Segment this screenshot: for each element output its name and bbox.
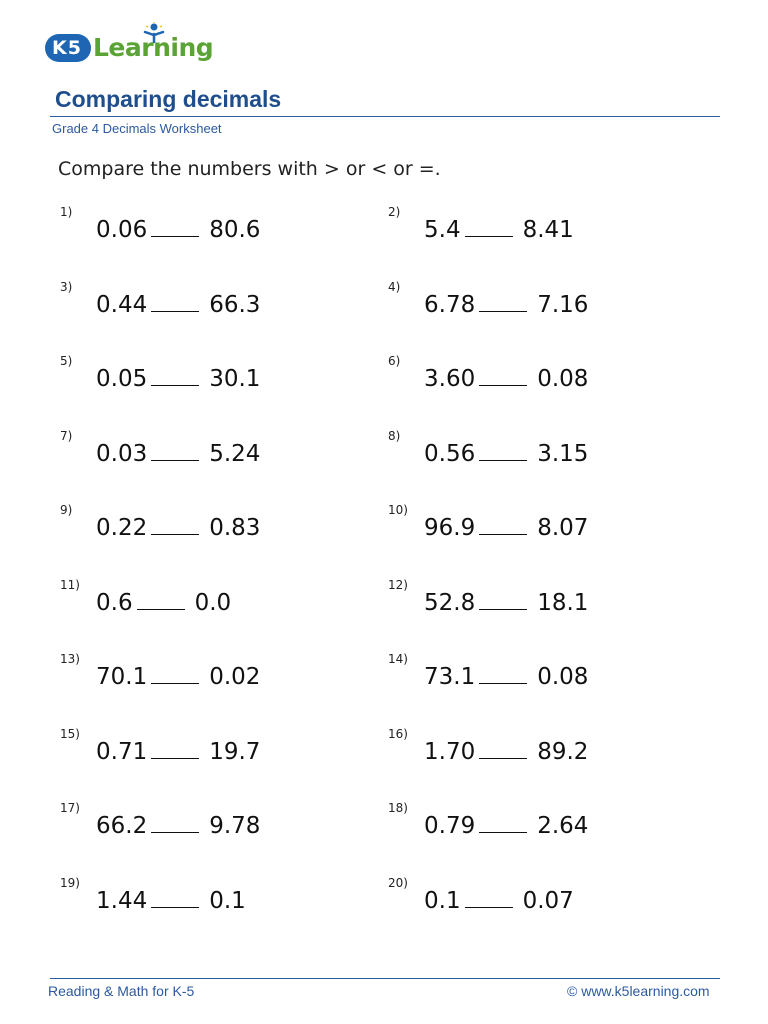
answer-blank[interactable] [479, 734, 527, 759]
right-number: 80.6 [209, 217, 261, 243]
answer-blank[interactable] [151, 361, 199, 386]
left-number: 0.56 [424, 440, 476, 467]
left-number: 3.60 [424, 366, 476, 392]
problem-number: 17) [60, 801, 80, 815]
left-number: 0.44 [96, 291, 148, 318]
left-number: 5.4 [424, 217, 461, 243]
problem-expression [96, 585, 231, 616]
left-number: 0.6 [96, 589, 133, 616]
right-number: 0.07 [522, 887, 574, 914]
right-number: 0.1 [209, 887, 246, 914]
answer-blank[interactable] [151, 883, 199, 908]
answer-blank[interactable] [151, 659, 199, 684]
problem-number: 19) [60, 875, 80, 890]
left-number: 52.8 [424, 589, 476, 616]
problem-expression [424, 436, 588, 467]
answer-blank[interactable] [137, 585, 185, 610]
problem-expression [96, 734, 260, 765]
problem-expression [424, 808, 588, 839]
left-number: 0.06 [96, 217, 148, 243]
problem-expression [424, 585, 588, 616]
answer-blank[interactable] [479, 510, 527, 535]
right-number: 0.08 [537, 366, 589, 392]
page-subtitle: Grade 4 Decimals Worksheet [52, 121, 222, 136]
problem-number: 13) [60, 652, 80, 666]
right-number: 0.83 [209, 515, 261, 541]
problem-number: 3) [60, 279, 73, 294]
page-title: Comparing decimals [55, 86, 282, 112]
right-number: 2.64 [537, 813, 589, 839]
problem-expression [424, 883, 574, 914]
problem-number: 5) [60, 354, 73, 368]
problem-number: 8) [388, 428, 401, 443]
person-figure-icon [143, 22, 165, 44]
problem-expression [424, 361, 588, 392]
left-number: 0.05 [96, 366, 148, 392]
problem-expression [424, 287, 588, 318]
logo-text: Learning [93, 33, 214, 62]
left-number: 96.9 [424, 515, 476, 541]
right-number: 8.41 [522, 217, 574, 243]
answer-blank[interactable] [479, 361, 527, 386]
answer-blank[interactable] [465, 883, 513, 908]
right-number: 7.16 [537, 291, 589, 318]
footer-tagline: Reading & Math for K-5 [48, 983, 195, 999]
footer-website: © www.k5learning.com [567, 983, 710, 999]
answer-blank[interactable] [479, 287, 527, 312]
answer-blank[interactable] [479, 585, 527, 610]
problem-number: 12) [388, 577, 408, 592]
problem-expression [96, 287, 260, 318]
right-number: 5.24 [209, 440, 261, 467]
right-number: 66.3 [209, 291, 261, 318]
problem-expression [96, 436, 260, 467]
instructions: Compare the numbers with > or < or =. [58, 158, 441, 180]
problem-number: 20) [388, 875, 408, 890]
logo-badge-text: K5 [52, 37, 82, 59]
logo-badge [45, 34, 91, 62]
problem-number: 6) [388, 354, 401, 368]
problem-expression [96, 361, 260, 392]
problem-number: 14) [388, 652, 408, 666]
left-number: 0.03 [96, 440, 148, 467]
problem-expression [96, 883, 246, 914]
left-number: 73.1 [424, 664, 476, 690]
answer-blank[interactable] [151, 436, 199, 461]
left-number: 0.79 [424, 813, 476, 839]
footer-divider [50, 978, 720, 979]
problem-number: 15) [60, 726, 80, 741]
answer-blank[interactable] [479, 659, 527, 684]
right-number: 19.7 [209, 738, 261, 765]
left-number: 1.70 [424, 738, 476, 765]
right-number: 0.02 [209, 664, 261, 690]
left-number: 0.1 [424, 887, 461, 914]
right-number: 3.15 [537, 440, 589, 467]
left-number: 70.1 [96, 664, 148, 690]
problem-expression [424, 659, 588, 690]
problem-number: 9) [60, 503, 73, 517]
answer-blank[interactable] [151, 287, 199, 312]
problem-expression [424, 734, 588, 765]
answer-blank[interactable] [479, 436, 527, 461]
left-number: 6.78 [424, 291, 476, 318]
k5-learning-logo [45, 22, 214, 66]
right-number: 0.0 [194, 589, 232, 616]
problem-expression [424, 510, 588, 541]
problem-expression [96, 510, 260, 541]
header-divider [50, 116, 720, 117]
left-number: 0.22 [96, 515, 148, 541]
problem-expression [424, 212, 574, 243]
right-number: 0.08 [537, 664, 589, 690]
answer-blank[interactable] [479, 808, 527, 833]
right-number: 8.07 [537, 515, 589, 541]
right-number: 30.1 [209, 366, 261, 392]
left-number: 0.71 [96, 738, 148, 765]
right-number: 9.78 [209, 813, 261, 839]
answer-blank[interactable] [151, 808, 199, 833]
problem-number: 7) [60, 428, 73, 443]
problem-expression [96, 808, 260, 839]
right-number: 89.2 [537, 738, 589, 765]
problem-number: 2) [388, 205, 401, 219]
left-number: 66.2 [96, 813, 148, 839]
problem-number: 10) [388, 503, 408, 517]
problem-expression [96, 212, 260, 243]
answer-blank[interactable] [151, 510, 199, 535]
problem-number: 16) [388, 726, 408, 741]
left-number: 1.44 [96, 887, 148, 914]
right-number: 18.1 [537, 589, 589, 616]
problem-number: 4) [388, 279, 401, 294]
problem-number: 11) [60, 577, 80, 592]
answer-blank[interactable] [465, 212, 513, 237]
problem-number: 18) [388, 801, 408, 815]
problem-expression [96, 659, 260, 690]
answer-blank[interactable] [151, 734, 199, 759]
problem-number: 1) [60, 205, 73, 219]
answer-blank[interactable] [151, 212, 199, 237]
